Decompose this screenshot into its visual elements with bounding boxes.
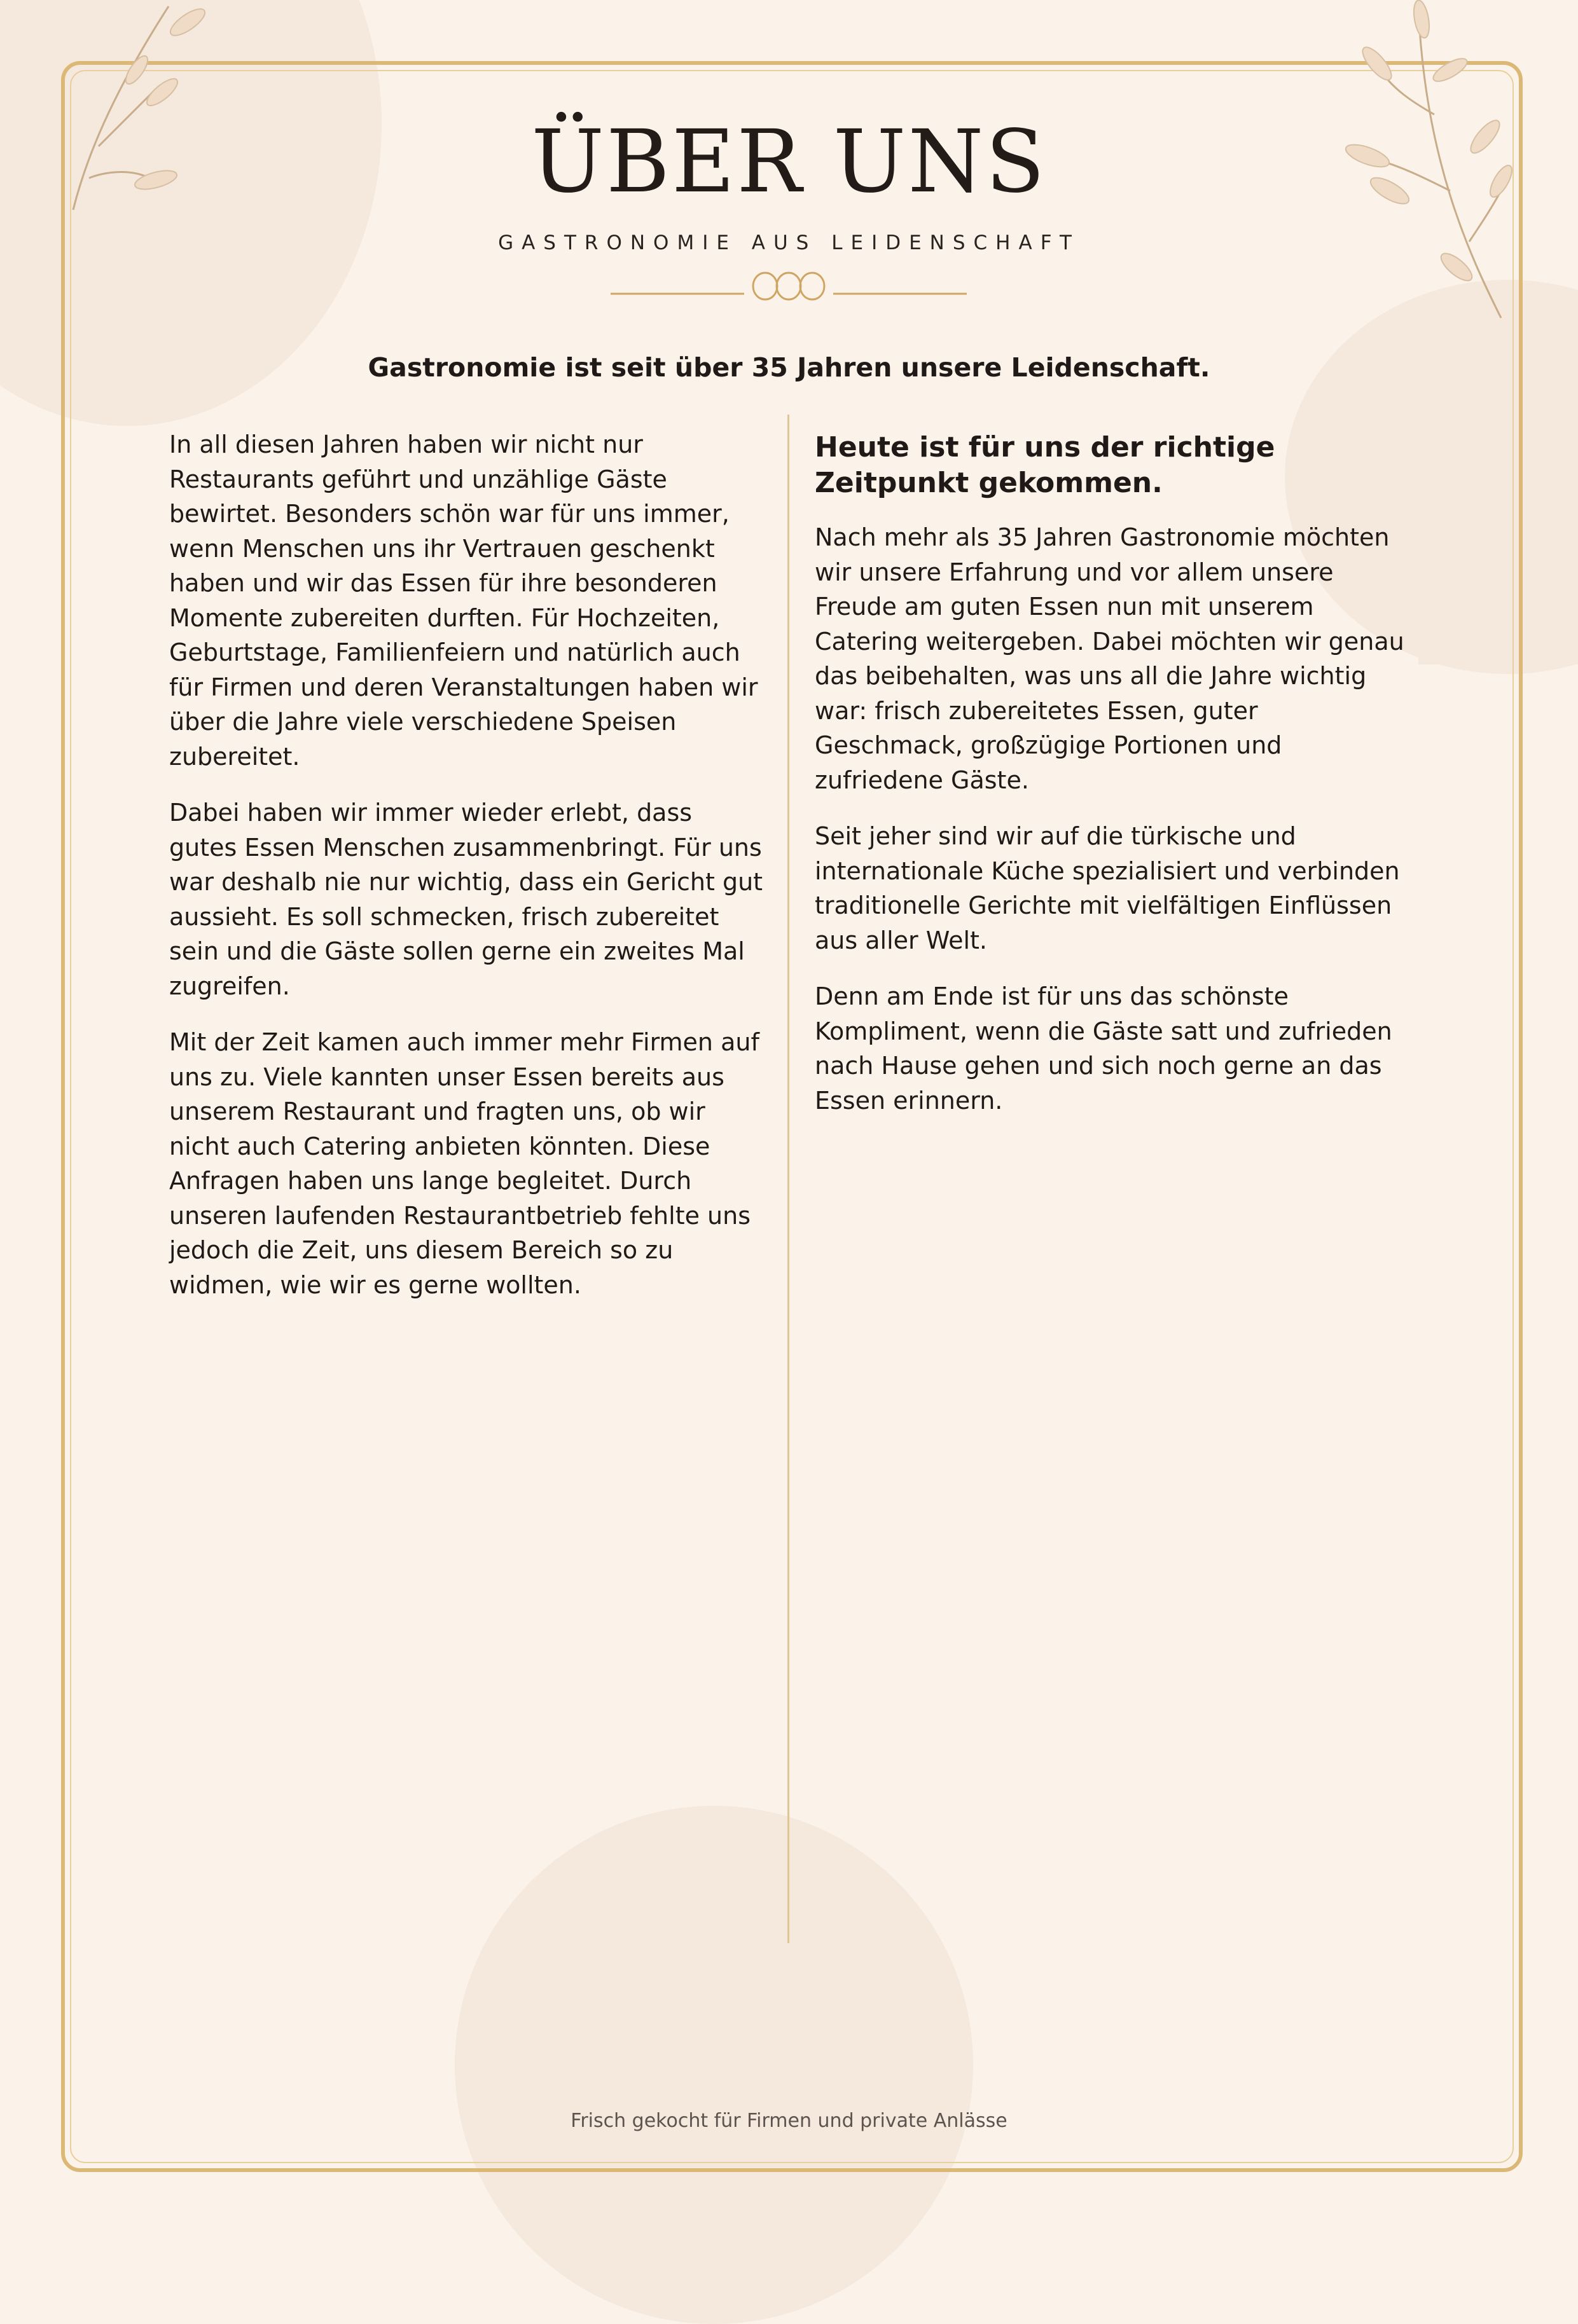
paragraph: Dabei haben wir immer wieder erlebt, dass gutes Essen Menschen zusammenbringt. Für uns war deshalb nie nur wichtig, dass ein Gericht gut aussieht. Es soll schmecken, frisch zubereitet sein und die Gäste sollen gerne ein zweites Mal zugreifen. <box>169 799 763 1000</box>
right-column <box>815 430 1413 1139</box>
column-divider <box>787 415 789 1943</box>
paragraph: Denn am Ende ist für uns das schönste Kompliment, wenn die Gäste satt und zufrieden nach Hause gehen und sich noch gerne an das Essen erinnern. <box>815 982 1392 1115</box>
ornament-rings-icon <box>607 267 970 305</box>
lead-statement: Gastronomie ist seit über 35 Jahren unsere Leidenschaft. <box>368 352 1210 383</box>
paragraph: Mit der Zeit kamen auch immer mehr Firmen auf uns zu. Viele kannten unser Essen bereits aus unserem Restaurant und fragten uns, ob wir nicht auch Catering anbieten könnten. Diese Anfragen haben uns lange begleitet. Durch unseren laufenden Restaurantbetrieb fehlte uns jedoch die Zeit, uns diesem Bereich so zu widmen, wie wir es gerne wollten. <box>169 1028 759 1299</box>
section-heading: Heute ist für uns der richtige Zeitpunkt gekommen. <box>815 431 1275 499</box>
left-column <box>169 427 767 1324</box>
paragraph: Seit jeher sind wir auf die türkische und internationale Küche spezialisiert und verbinden traditionelle Gerichte mit vielfältigen Einflüssen aus aller Welt. <box>815 822 1400 954</box>
paragraph: Nach mehr als 35 Jahren Gastronomie möchten wir unsere Erfahrung und vor allem unsere Freude am guten Essen nun mit unserem Catering weitergeben. Dabei möchten wir genau das beibehalten, was uns all die Jahre wichtig war: frisch zubereitetes Essen, guter Geschmack, großzügige Portionen und zufriedene Gäste. <box>815 523 1404 794</box>
footer-tagline: Frisch gekocht für Firmen und private Anlässe <box>571 2110 1007 2132</box>
paragraph: In all diesen Jahren haben wir nicht nur Restaurants geführt und unzählige Gäste bewirtet. Besonders schön war für uns immer, wenn Menschen uns ihr Vertrauen geschenkt haben und wir das Essen für ihre besonderen Momente zubereiten durften. Für Hochzeiten, Geburtstage, Familienfeiern und natürlich auch für Firmen und deren Veranstaltungen haben wir über die Jahre viele verschiedene Speisen zubereitet. <box>169 430 758 771</box>
page-title: ÜBER UNS <box>531 112 1047 212</box>
page-subtitle: GASTRONOMIE AUS LEIDENSCHAFT <box>498 231 1080 254</box>
